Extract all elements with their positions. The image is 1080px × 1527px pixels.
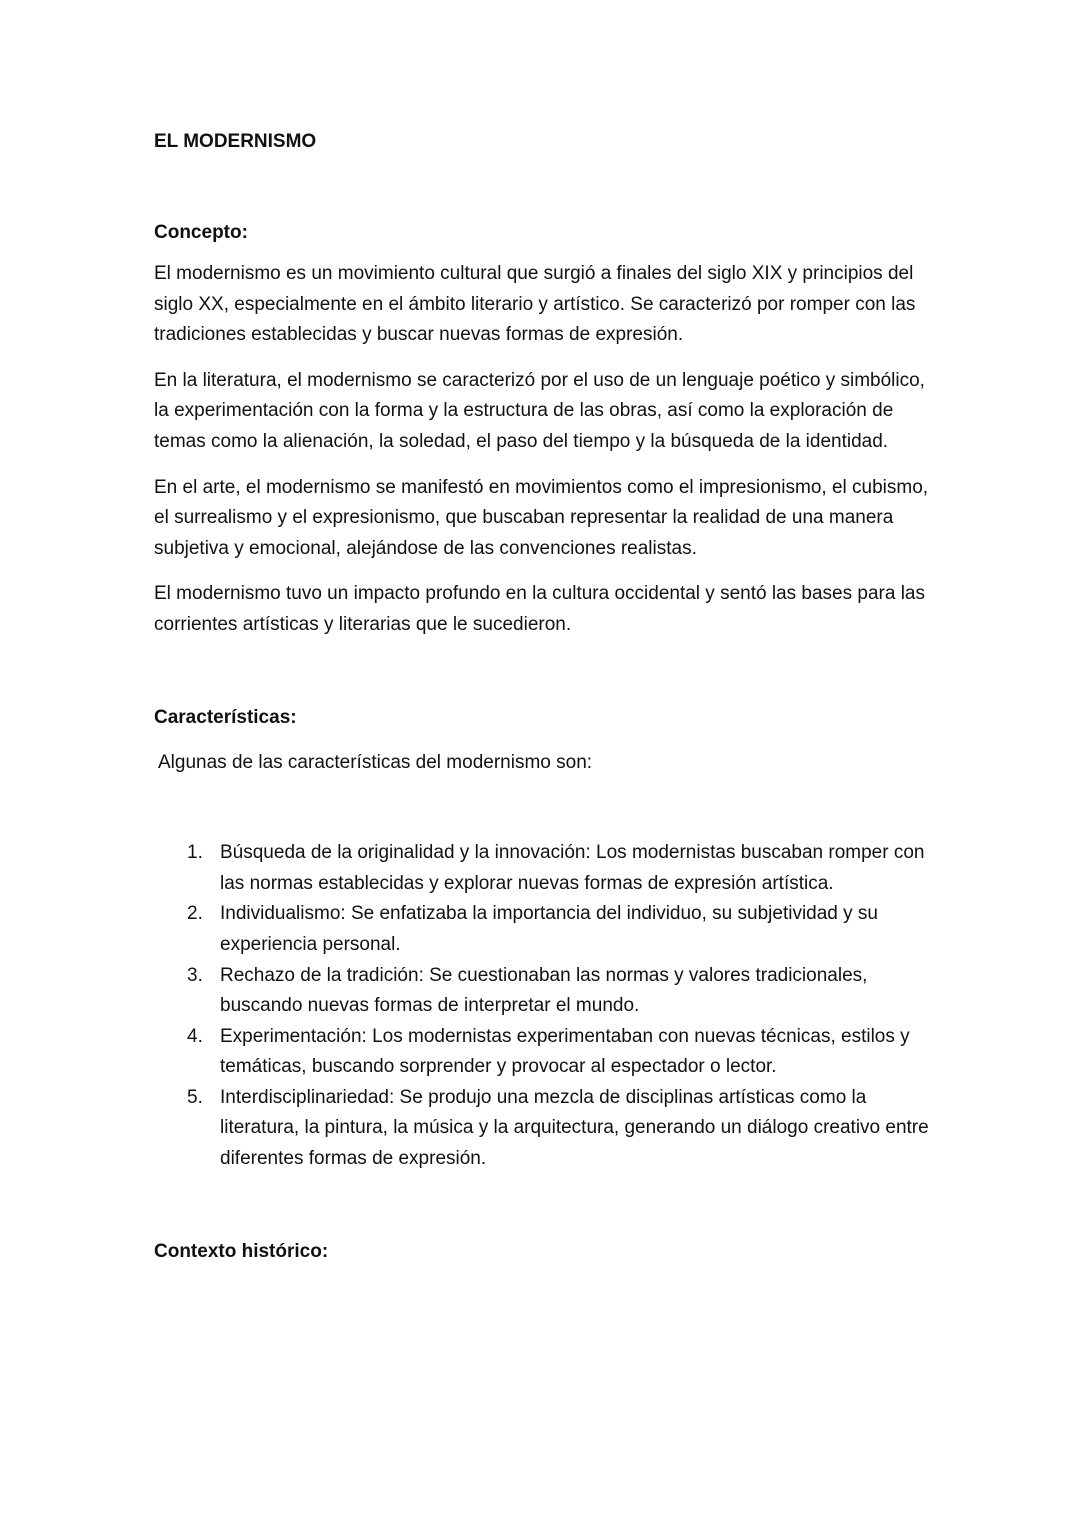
list-item [154, 838, 934, 899]
list-item-text: Individualismo: Se enfatizaba la importancia del individuo, su subjetividad y su experiencia personal. [220, 903, 878, 955]
list-item-number: 2. [187, 903, 203, 925]
list-item-number: 3. [187, 964, 203, 986]
list-item-text: Interdisciplinariedad: Se produjo una mezcla de disciplinas artísticas como la literatura, la pintura, la música y la arquitectura, generando un diálogo creativo entre diferentes formas de expresión. [220, 1086, 929, 1170]
list-item-text: Experimentación: Los modernistas experimentaban con nuevas técnicas, estilos y temáticas, buscando sorprender y provocar al espectador o lector. [220, 1025, 910, 1078]
caracteristicas-list [154, 838, 934, 1175]
document-title: EL MODERNISMO [154, 131, 317, 152]
section-heading-contexto: Contexto histórico: [154, 1240, 329, 1262]
list-item-number: 1. [187, 842, 203, 864]
list-item-number: 4. [187, 1025, 203, 1047]
section-heading-concepto: Concepto: [154, 222, 248, 243]
list-item [154, 1022, 934, 1083]
list-item-text: Rechazo de la tradición: Se cuestionaban las normas y valores tradicionales, buscando nuevas formas de interpretar el mundo. [220, 964, 868, 1017]
list-item-text: Búsqueda de la originalidad y la innovación: Los modernistas buscaban romper con las normas establecidas y explorar nuevas formas de expresión artística. [220, 842, 925, 894]
list-item [154, 899, 934, 960]
paragraph-concepto-4: El modernismo tuvo un impacto profundo en la cultura occidental y sentó las bases para las corrientes artísticas y literarias que le sucedieron. [154, 583, 925, 635]
list-item-number: 5. [187, 1086, 203, 1108]
paragraph-concepto-1: El modernismo es un movimiento cultural que surgió a finales del siglo XIX y principios del siglo XX, especialmente en el ámbito literario y artístico. Se caracterizó por romper con las tradiciones establecidas y buscar nuevas formas de expresión. [154, 263, 916, 346]
paragraph-concepto-2: En la literatura, el modernismo se caracterizó por el uso de un lenguaje poético y simbólico, la experimentación con la forma y la estructura de las obras, así como la exploración de temas como la alienación, la soledad, el paso del tiempo y la búsqueda de la identidad. [154, 369, 925, 452]
document-body [154, 128, 934, 1266]
list-item [154, 961, 934, 1022]
paragraph-concepto-3: En el arte, el modernismo se manifestó en movimientos como el impresionismo, el cubismo, el surrealismo y el expresionismo, que buscaban representar la realidad de una manera subjetiva y emocional, alejándose de las convenciones realistas. [154, 476, 929, 559]
caracteristicas-intro: Algunas de las características del modernismo son: [158, 751, 593, 773]
list-item [154, 1083, 934, 1175]
section-heading-caracteristicas: Características: [154, 706, 297, 728]
